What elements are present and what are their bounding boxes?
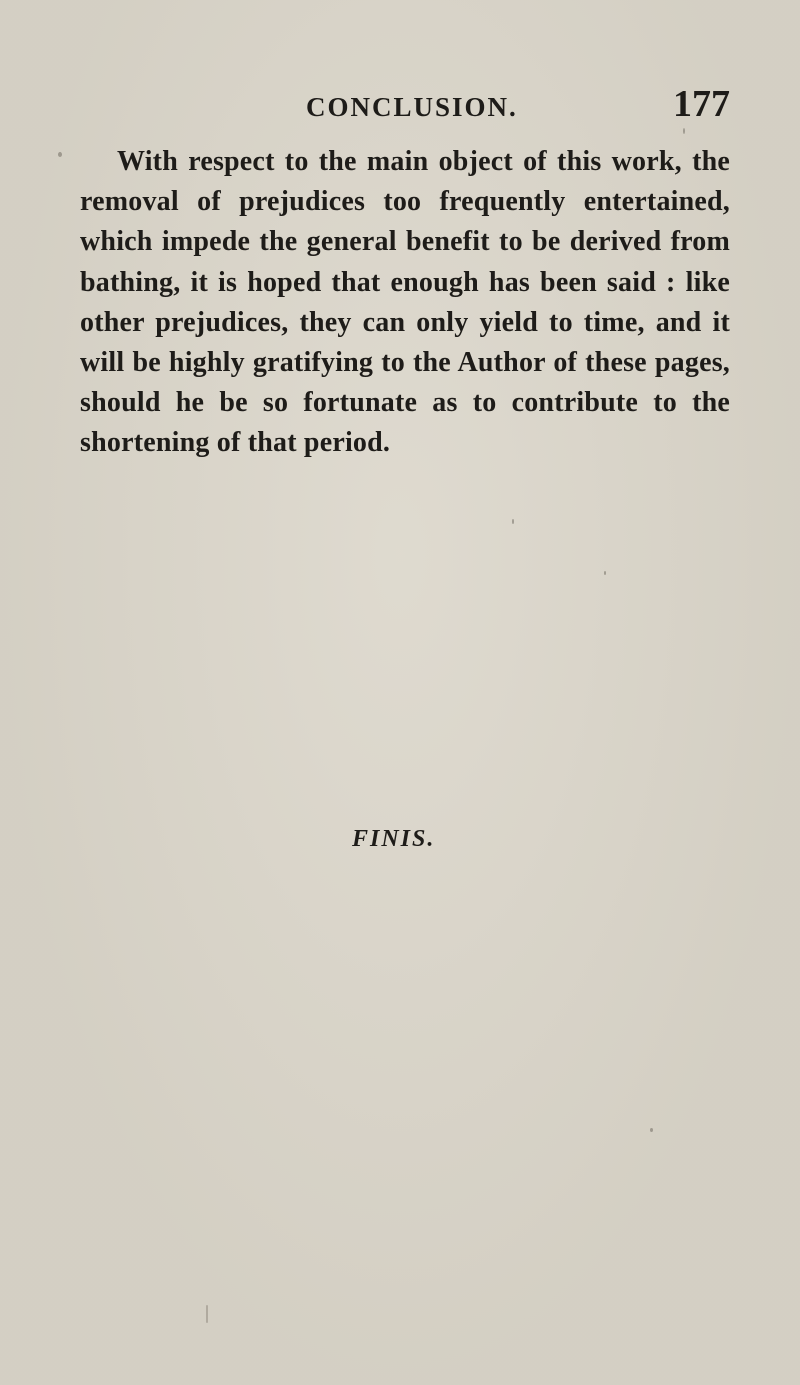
scan-speck (206, 1305, 208, 1323)
running-head: CONCLUSION. (306, 92, 518, 122)
page-header (80, 83, 730, 130)
page-number: 177 (673, 83, 730, 125)
body-paragraph: With respect to the main object of this work, the removal of prejudices too frequently entertained, which impede the general benefit to be derived from bathing, it is hoped that enough has been said : like other prejudices, they can only yield to time, and it will be highly gratifying to the Author of these pages, should he be so fortunate as to contribute to the shortening of that period. (80, 146, 730, 459)
scan-speck (512, 519, 514, 524)
scan-speck (58, 152, 62, 157)
scan-speck (683, 128, 685, 134)
scan-speck (604, 571, 606, 575)
finis-text: FINIS. (352, 826, 436, 852)
scan-speck (650, 1128, 653, 1132)
